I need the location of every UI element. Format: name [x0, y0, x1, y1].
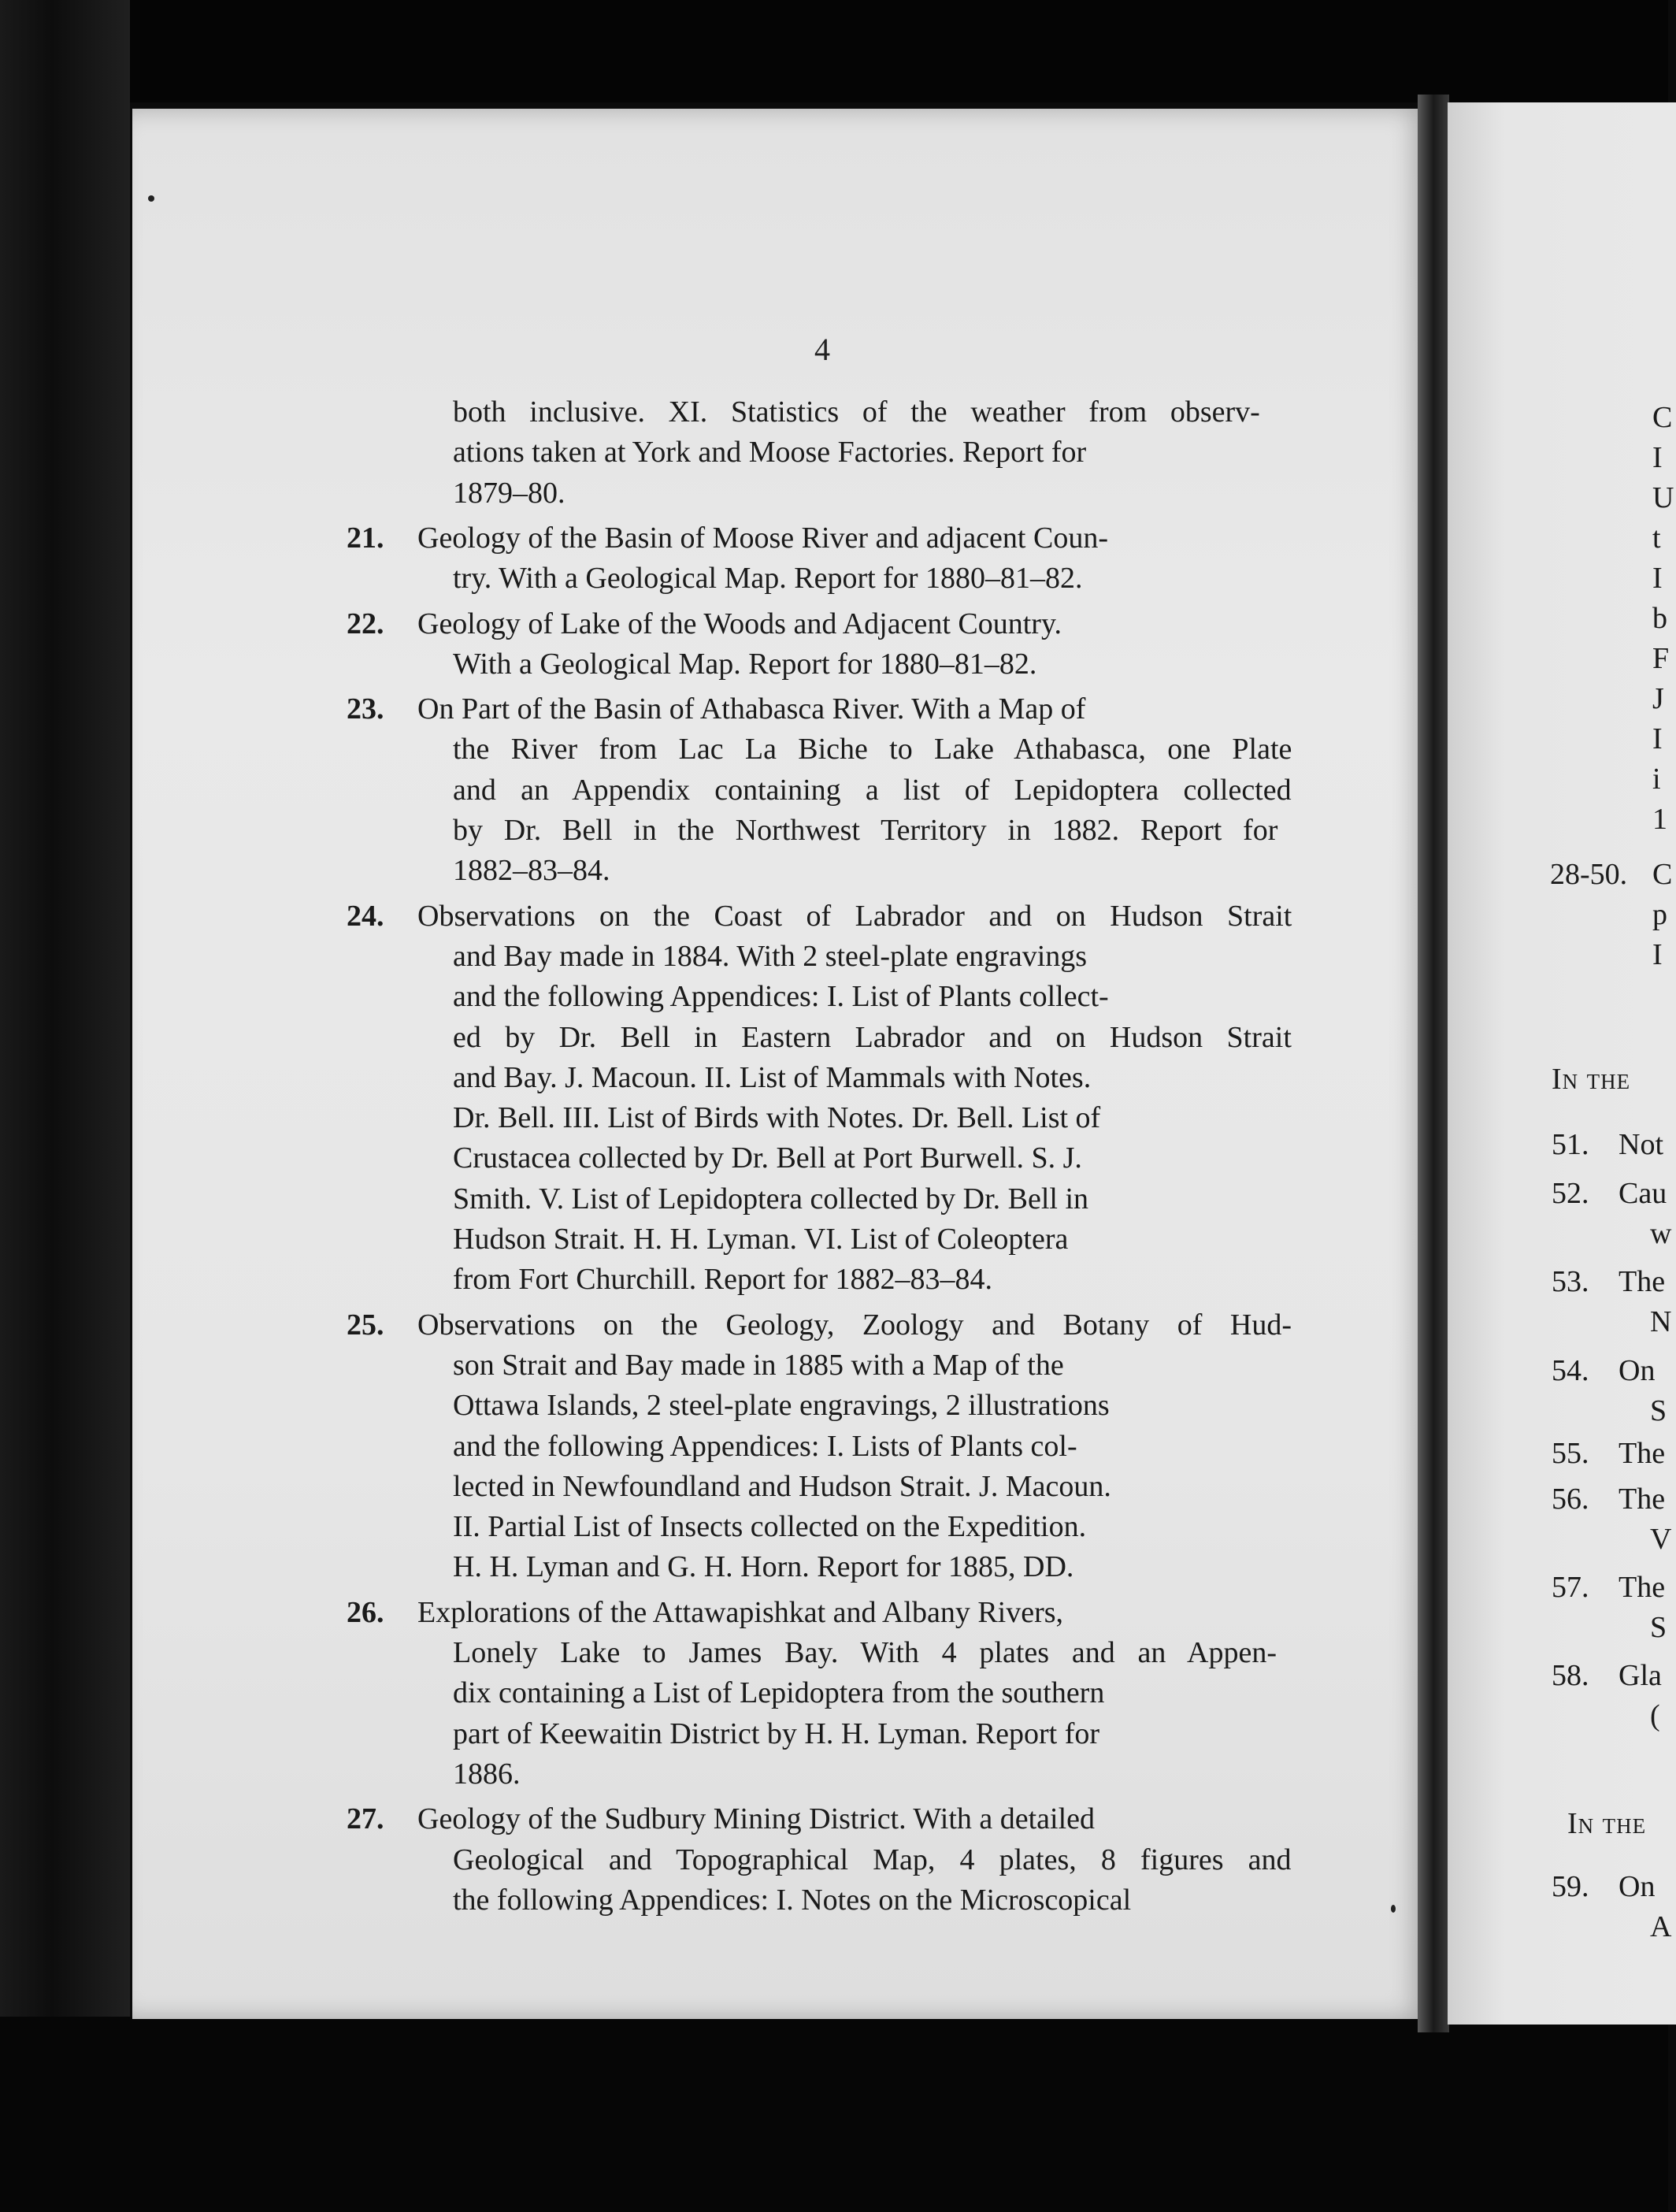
entry-line: H. H. Lyman and G. H. Horn. Report for 1885, DD. [453, 1550, 1074, 1584]
cropped-entry-text: Not [1619, 1128, 1663, 1161]
entry-number: 56. [1552, 1483, 1589, 1516]
entry-line: II. Partial List of Insects collected on the Expedition. [453, 1510, 1087, 1544]
cropped-entry-text: The [1619, 1483, 1666, 1516]
cropped-line-fragment: S [1650, 1394, 1667, 1427]
entry-line: and Bay. J. Macoun. II. List of Mammals with Notes. [453, 1060, 1092, 1094]
cropped-line-fragment: ( [1650, 1699, 1660, 1732]
entry-number: 57. [1552, 1571, 1589, 1604]
entry-line: Geology of the Sudbury Mining District. With a detailed [417, 1802, 1096, 1836]
cropped-line-fragment: C [1652, 858, 1673, 891]
entry-line: Smith. V. List of Lepidoptera collected by Dr. Bell in [453, 1182, 1089, 1215]
film-border-left [0, 0, 130, 2212]
entry-line: Geological and Topographical Map, 4 plates, 8 figures and [453, 1843, 1292, 1876]
entry-line: lected in Newfoundland and Hudson Strait. J. Macoun. [453, 1469, 1111, 1503]
entry-line: part of Keewaitin District by H. H. Lyman. Report for [453, 1717, 1100, 1750]
entry-line: try. With a Geological Map. Report for 1880–81–82. [453, 562, 1083, 596]
entry-line: son Strait and Bay made in 1885 with a Map of the [453, 1348, 1064, 1382]
entry-line: from Fort Churchill. Report for 1882–83–84. [453, 1263, 992, 1297]
entry-number: 54. [1552, 1354, 1589, 1387]
entry-line: by Dr. Bell in the Northwest Territory in 1882. Report for [453, 814, 1278, 847]
entry-number: 21. [347, 521, 384, 555]
entry-number: 52. [1552, 1177, 1589, 1210]
entry-number: 25. [347, 1308, 384, 1342]
entry-number: 51. [1552, 1128, 1589, 1161]
cropped-line-fragment: p [1652, 898, 1667, 931]
page-number: 4 [814, 332, 830, 367]
film-border-bottom [0, 2017, 1668, 2212]
cropped-line-fragment: U [1652, 481, 1674, 514]
cropped-line-fragment: J [1652, 682, 1664, 715]
book-gutter [1418, 95, 1449, 2032]
entry-number: 55. [1552, 1437, 1589, 1470]
entry-number: 23. [347, 692, 384, 726]
cropped-line-fragment: I [1652, 562, 1663, 595]
entry-line: Geology of Lake of the Woods and Adjacent Country. [417, 607, 1062, 640]
cropped-entry-text: The [1619, 1265, 1666, 1298]
cropped-entry-text: Gla [1619, 1659, 1662, 1692]
entry-line: Lonely Lake to James Bay. With 4 plates and an Appen- [453, 1636, 1277, 1669]
continuation-line: 1879–80. [453, 476, 565, 510]
entry-line: Dr. Bell. III. List of Birds with Notes. Dr. Bell. List of [453, 1101, 1101, 1135]
cropped-line-fragment: I [1652, 938, 1663, 971]
entry-number: 27. [347, 1802, 384, 1836]
entry-number: 59. [1552, 1870, 1589, 1903]
entry-number: 53. [1552, 1265, 1589, 1298]
cropped-line-fragment: C [1652, 401, 1673, 434]
cropped-line-fragment: 1 [1652, 803, 1667, 836]
entry-line: 1882–83–84. [453, 854, 610, 888]
film-border-top [0, 0, 1668, 102]
entry-line: and the following Appendices: I. List of Plants collect- [453, 980, 1109, 1014]
entry-line: Observations on the Geology, Zoology and Botany of Hud- [417, 1308, 1292, 1342]
cropped-entry-text: On [1619, 1354, 1656, 1387]
cropped-line-fragment: V [1650, 1523, 1672, 1556]
entry-number: 26. [347, 1595, 384, 1629]
cropped-line-fragment: b [1652, 602, 1667, 635]
cropped-line-fragment: I [1652, 722, 1663, 755]
entry-line: On Part of the Basin of Athabasca River. With a Map of [417, 692, 1086, 726]
cropped-entry-text: Cau [1619, 1177, 1667, 1210]
continuation-line: ations taken at York and Moose Factories. Report for [453, 436, 1087, 469]
section-heading: In the [1567, 1807, 1647, 1840]
cropped-line-fragment: i [1652, 763, 1661, 796]
entry-line: Geology of the Basin of Moose River and adjacent Coun- [417, 521, 1108, 555]
cropped-entry-text: On [1619, 1870, 1656, 1903]
entry-line: Ottawa Islands, 2 steel-plate engravings, 2 illustrations [453, 1389, 1110, 1423]
entry-number: 24. [347, 899, 384, 933]
entry-number: 58. [1552, 1659, 1589, 1692]
cropped-line-fragment: I [1652, 441, 1663, 474]
entry-line: the following Appendices: I. Notes on the Microscopical [453, 1883, 1132, 1917]
entry-line: the River from Lac La Biche to Lake Athabasca, one Plate [453, 733, 1292, 766]
entry-line: 1886. [453, 1757, 521, 1791]
cropped-line-fragment: w [1650, 1217, 1672, 1250]
entry-line: and an Appendix containing a list of Lepidoptera collected [453, 773, 1292, 807]
entry-line: ed by Dr. Bell in Eastern Labrador and on Hudson Strait [453, 1020, 1292, 1054]
entry-line: Observations on the Coast of Labrador and on Hudson Strait [417, 899, 1292, 933]
entry-line: Crustacea collected by Dr. Bell at Port Burwell. S. J. [453, 1141, 1082, 1175]
cropped-line-fragment: S [1650, 1611, 1667, 1644]
section-heading: In the [1552, 1063, 1631, 1096]
entry-line: With a Geological Map. Report for 1880–81–82. [453, 647, 1037, 681]
speck [148, 195, 154, 202]
cropped-entry-text: The [1619, 1437, 1666, 1470]
cropped-line-fragment: A [1650, 1910, 1672, 1943]
entry-line: Explorations of the Attawapishkat and Albany Rivers, [417, 1595, 1064, 1629]
entry-line: dix containing a List of Lepidoptera from the southern [453, 1676, 1105, 1710]
cropped-line-fragment: N [1650, 1305, 1672, 1338]
continuation-line: both inclusive. XI. Statistics of the weather from observ- [453, 395, 1260, 429]
speck [1391, 1905, 1396, 1913]
entry-number: 22. [347, 607, 384, 640]
entry-number: 28-50. [1550, 858, 1628, 891]
entry-line: and the following Appendices: I. Lists of Plants col- [453, 1429, 1077, 1463]
entry-line: and Bay made in 1884. With 2 steel-plate engravings [453, 939, 1088, 973]
entry-line: Hudson Strait. H. H. Lyman. VI. List of Coleoptera [453, 1223, 1069, 1256]
cropped-line-fragment: t [1652, 521, 1661, 555]
cropped-entry-text: The [1619, 1571, 1666, 1604]
cropped-line-fragment: F [1652, 642, 1670, 675]
